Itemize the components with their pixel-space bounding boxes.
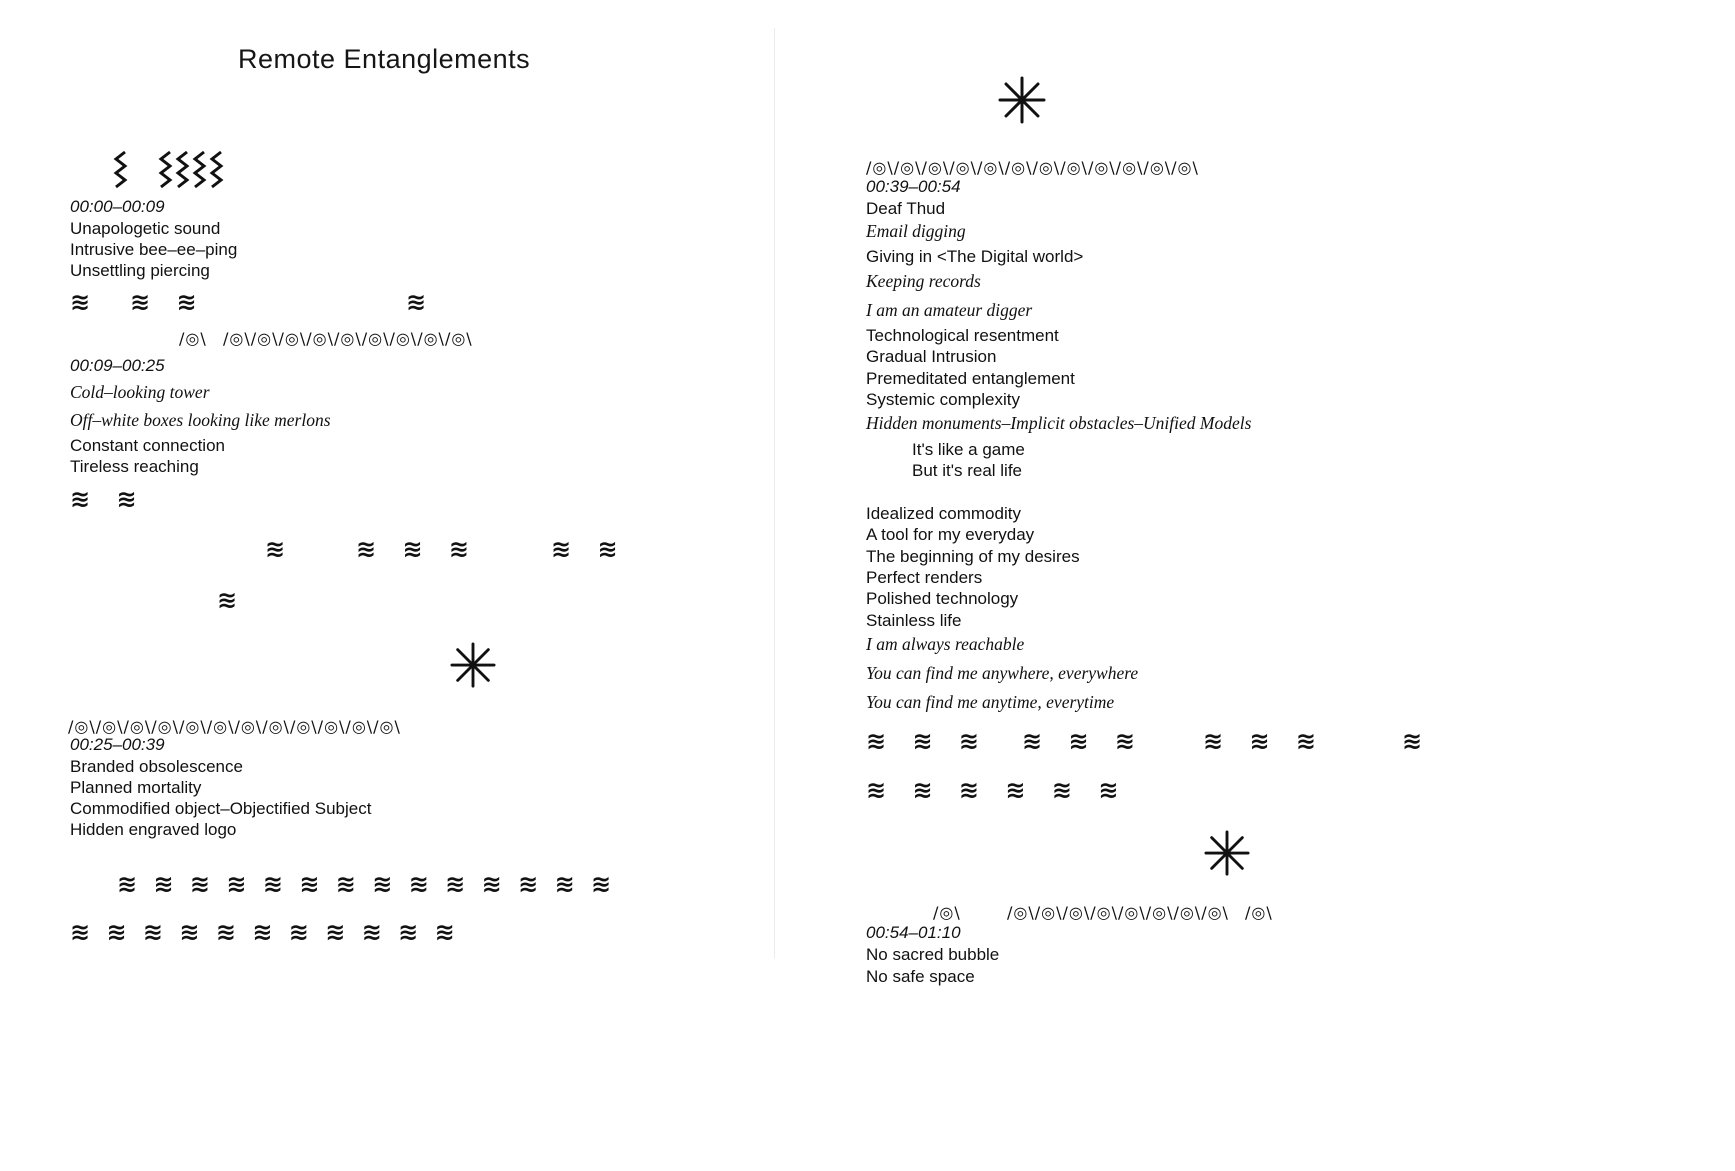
score-line: Idealized commodity: [866, 504, 1021, 523]
wave-glyphs: ≋ ≋ ≋ ≋ ≋ ≋ ≋ ≋ ≋ ≋ ≋: [70, 918, 457, 946]
score-line: You can find me anywhere, everywhere: [866, 663, 1139, 683]
score-line: Constant connection: [70, 436, 225, 455]
wave-glyphs: ≋ ≋ ≋: [866, 727, 982, 755]
asterisk-icon: [450, 642, 496, 688]
score-line: I am always reachable: [866, 634, 1025, 654]
score-line: Perfect renders: [866, 568, 983, 587]
wave-glyphs: ≋ ≋ ≋: [1022, 727, 1138, 755]
timestamp: 00:54–01:10: [866, 923, 961, 942]
score-line: Planned mortality: [70, 778, 202, 797]
score-line: You can find me anytime, everytime: [866, 692, 1115, 712]
score-line: Technological resentment: [866, 326, 1059, 345]
score-line: No safe space: [866, 967, 975, 986]
score-line: Off–white boxes looking like merlons: [70, 410, 331, 430]
wave-glyphs: ≋ ≋ ≋: [356, 535, 472, 563]
zigzag-group-icon: [157, 150, 227, 190]
score-line: Deaf Thud: [866, 199, 946, 218]
wave-glyphs: ≋ ≋ ≋ ≋ ≋ ≋ ≋ ≋ ≋ ≋ ≋ ≋ ≋ ≋: [117, 870, 614, 898]
score-line: But it's real life: [912, 461, 1023, 480]
score-line: Premeditated entanglement: [866, 369, 1075, 388]
asterisk-icon: [1204, 830, 1250, 876]
wave-glyphs: ≋ ≋ ≋ ≋ ≋ ≋: [866, 776, 1121, 804]
wave-glyphs: ≋ ≋ ≋: [1203, 727, 1319, 755]
score-line: Giving in <The Digital world>: [866, 247, 1084, 266]
wave-glyphs: ≋ ≋: [551, 535, 620, 563]
score-line: It's like a game: [912, 440, 1025, 459]
score-line: No sacred bubble: [866, 945, 1000, 964]
score-line: Stainless life: [866, 611, 962, 630]
zigzag-icon: [112, 150, 130, 190]
wave-glyphs: ≋: [1402, 727, 1425, 755]
timestamp: 00:09–00:25: [70, 356, 165, 375]
score-line: Intrusive bee–ee–ping: [70, 240, 238, 259]
eye-glyphs: /◎\/◎\/◎\/◎\/◎\/◎\/◎\/◎\: [1007, 903, 1229, 922]
eye-glyphs: /◎\/◎\/◎\/◎\/◎\/◎\/◎\/◎\/◎\/◎\/◎\/◎\: [866, 158, 1199, 177]
score-line: Tireless reaching: [70, 457, 199, 476]
wave-glyphs: ≋: [406, 288, 429, 316]
score-line: A tool for my everyday: [866, 525, 1035, 544]
timestamp: 00:25–00:39: [70, 735, 165, 754]
wave-glyphs: ≋: [70, 288, 93, 316]
asterisk-icon: [998, 76, 1046, 124]
page-title: Remote Entanglements: [238, 44, 531, 74]
eye-glyphs: /◎\/◎\/◎\/◎\/◎\/◎\/◎\/◎\/◎\/◎\/◎\/◎\: [68, 717, 401, 736]
score-line: Systemic complexity: [866, 390, 1020, 409]
timestamp: 00:00–00:09: [70, 197, 165, 216]
wave-glyphs: ≋ ≋: [70, 485, 139, 513]
eye-glyphs: /◎\/◎\/◎\/◎\/◎\/◎\/◎\/◎\/◎\: [223, 329, 473, 348]
score-line: Keeping records: [866, 271, 981, 291]
eye-glyphs: /◎\: [179, 329, 207, 348]
score-line: Unsettling piercing: [70, 261, 210, 280]
score-line: Hidden monuments–Implicit obstacles–Unified Models: [866, 413, 1252, 433]
score-line: Polished technology: [866, 589, 1019, 608]
timestamp: 00:39–00:54: [866, 177, 961, 196]
score-line: I am an amateur digger: [866, 300, 1033, 320]
wave-glyphs: ≋: [217, 586, 240, 614]
wave-glyphs: ≋ ≋: [130, 288, 199, 316]
page-divider: [774, 28, 775, 958]
score-line: Hidden engraved logo: [70, 820, 237, 839]
eye-glyphs: /◎\: [1245, 903, 1273, 922]
score-line: The beginning of my desires: [866, 547, 1080, 566]
score-line: Unapologetic sound: [70, 219, 221, 238]
eye-glyphs: /◎\: [933, 903, 961, 922]
score-line: Email digging: [866, 221, 966, 241]
score-line: Cold–looking tower: [70, 382, 210, 402]
score-line: Gradual Intrusion: [866, 347, 997, 366]
score-line: Branded obsolescence: [70, 757, 243, 776]
wave-glyphs: ≋: [265, 535, 288, 563]
score-line: Commodified object–Objectified Subject: [70, 799, 372, 818]
